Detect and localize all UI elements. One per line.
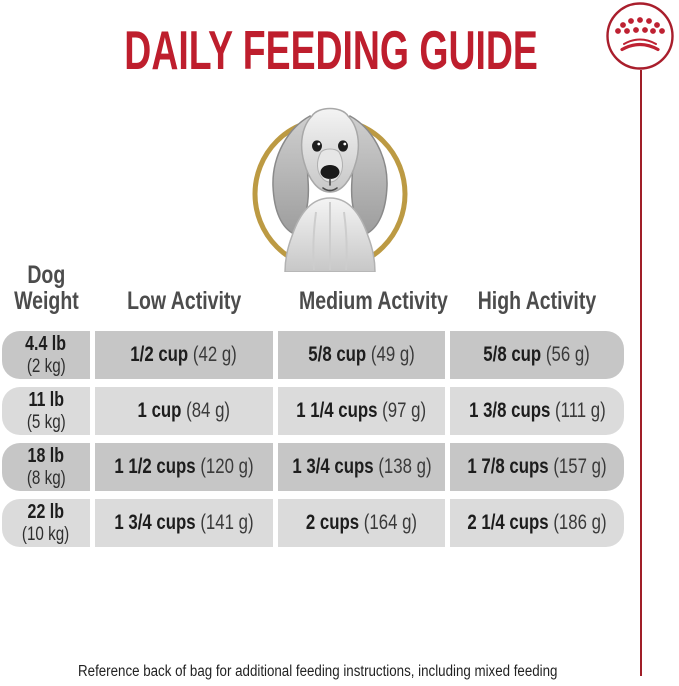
low-amount: 1/2 cup xyxy=(130,343,189,366)
medium-grams: (164 g) xyxy=(363,511,418,534)
weight-lb: 22 lb xyxy=(27,501,65,524)
low-grams: (141 g) xyxy=(200,511,254,534)
weight-kg: (5 kg) xyxy=(26,411,66,433)
high-activity-cell xyxy=(450,331,624,379)
high-activity-cell xyxy=(450,499,624,547)
weight-cell xyxy=(2,443,90,491)
weight-kg: (10 kg) xyxy=(22,523,70,545)
weight-kg: (8 kg) xyxy=(26,467,66,489)
weight-kg: (2 kg) xyxy=(26,355,66,377)
weight-lb: 18 lb xyxy=(27,445,65,468)
low-grams: (84 g) xyxy=(186,399,231,422)
low-activity-cell xyxy=(95,499,273,547)
high-amount: 1 7/8 cups xyxy=(467,455,549,478)
header-high-activity: High Activity xyxy=(477,287,597,315)
high-grams: (56 g) xyxy=(546,343,591,366)
medium-grams: (97 g) xyxy=(382,399,427,422)
dachshund-image xyxy=(246,84,414,272)
medium-grams: (49 g) xyxy=(370,343,415,366)
header-medium-activity: Medium Activity xyxy=(298,287,448,315)
page-title: DAILY FEEDING GUIDE xyxy=(124,19,538,81)
header-low-activity: Low Activity xyxy=(126,287,242,315)
high-amount: 2 1/4 cups xyxy=(467,511,549,534)
high-grams: (157 g) xyxy=(553,455,607,478)
high-activity-cell xyxy=(450,387,624,435)
table-row xyxy=(2,331,624,379)
medium-activity-cell xyxy=(278,443,445,491)
low-grams: (120 g) xyxy=(200,455,254,478)
medium-grams: (138 g) xyxy=(377,455,432,478)
low-amount: 1 3/4 cups xyxy=(114,511,196,534)
low-grams: (42 g) xyxy=(193,343,238,366)
vertical-divider-line xyxy=(640,70,642,676)
medium-amount: 2 cups xyxy=(305,511,360,534)
header-dog-weight xyxy=(2,262,90,316)
high-amount: 1 3/8 cups xyxy=(468,399,550,422)
table-row xyxy=(2,387,624,435)
dog-portrait-illustration xyxy=(246,84,414,277)
low-activity-cell xyxy=(95,331,273,379)
high-amount: 5/8 cup xyxy=(483,343,542,366)
header-dog-weight-line1: Dog xyxy=(27,261,65,289)
high-grams: (111 g) xyxy=(554,399,606,422)
feeding-table-rows xyxy=(2,331,624,547)
weight-lb: 4.4 lb xyxy=(25,333,67,356)
low-amount: 1 1/2 cups xyxy=(114,455,196,478)
medium-activity-cell xyxy=(278,499,445,547)
medium-activity-cell xyxy=(278,387,445,435)
medium-amount: 1 1/4 cups xyxy=(296,399,378,422)
high-grams: (186 g) xyxy=(553,511,607,534)
medium-amount: 1 3/4 cups xyxy=(291,455,374,478)
header-dog-weight-line2: Weight xyxy=(13,287,79,315)
weight-lb: 11 lb xyxy=(28,389,64,412)
weight-cell xyxy=(2,331,90,379)
page-title-row xyxy=(0,18,662,82)
medium-activity-cell xyxy=(278,331,445,379)
feeding-table-header xyxy=(2,260,624,316)
medium-amount: 5/8 cup xyxy=(308,343,367,366)
weight-cell xyxy=(2,387,90,435)
weight-cell xyxy=(2,499,90,547)
low-activity-cell xyxy=(95,387,273,435)
low-amount: 1 cup xyxy=(137,399,182,422)
footer-note: Reference back of bag for additional feeding instructions, including mixed feeding xyxy=(78,663,558,680)
table-row xyxy=(2,499,624,547)
low-activity-cell xyxy=(95,443,273,491)
high-activity-cell xyxy=(450,443,624,491)
table-row xyxy=(2,443,624,491)
